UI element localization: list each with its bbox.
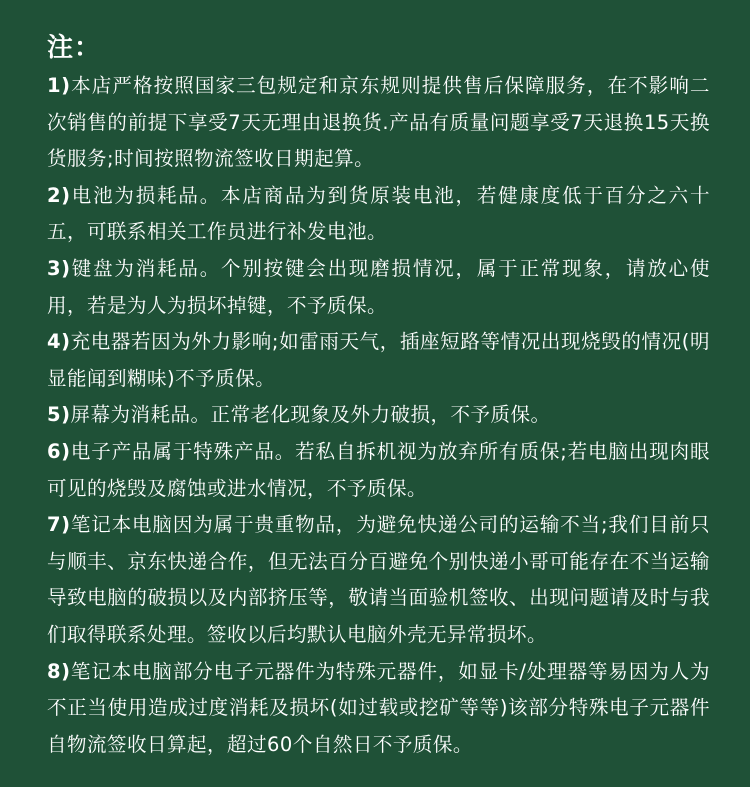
rule-item-1 [47,68,710,178]
rule-number: 5) [47,403,71,427]
rule-number: 7) [47,513,71,537]
rule-number: 2) [47,183,71,207]
rule-text: 笔记本电脑部分电子元器件为特殊元器件，如显卡/处理器等易因为人为不正当使用造成过度消耗及损坏(如过载或挖矿等等)该部分特殊电子元器件自物流签收日算起，超过60个自然日不予质保。 [47,659,710,756]
rule-number: 1) [47,74,71,97]
rule-text: 键盘为消耗品。个别按键会出现磨损情况，属于正常现象，请放心使用，若是为人为损坏掉键，不予质保。 [47,256,710,317]
rule-text: 电池为损耗品。本店商品为到货原装电池，若健康度低于百分之六十五，可联系相关工作员进行补发电池。 [47,183,710,244]
rule-number: 3) [47,256,71,280]
rule-text: 电子产品属于特殊产品。若私自拆机视为放弃所有质保;若电脑出现肉眼可见的烧毁及腐蚀或进水情况，不予质保。 [47,439,710,500]
rule-item-8 [47,654,710,764]
rule-item-4 [47,324,710,397]
rule-number: 6) [47,439,71,463]
rule-item-3 [47,251,710,324]
rule-item-6 [47,434,710,507]
rule-text: 屏幕为消耗品。正常老化现象及外力破损，不予质保。 [70,403,551,427]
rule-number: 4) [47,330,71,354]
rule-text: 充电器若因为外力影响;如雷雨天气，插座短路等情况出现烧毁的情况(明显能闻到糊味)不予质保。 [47,330,710,390]
rule-item-7 [47,507,710,653]
rule-item-2 [47,178,710,251]
rule-text: 本店严格按照国家三包规定和京东规则提供售后保障服务，在不影响二次销售的前提下享受7天无理由退换货.产品有质量问题享受7天退换15天换货服务;时间按照物流签收日期起算。 [47,74,710,171]
rule-number: 8) [47,659,71,683]
notice-title: 注： [47,33,102,63]
rule-text: 笔记本电脑因为属于贵重物品，为避免快递公司的运输不当;我们目前只与顺丰、京东快递合作，但无法百分百避免个别快递小哥可能存在不当运输导致电脑的破损以及内部挤压等，敬请当面验机签收、出现问题请及时与我们取得联系处理。签收以后均默认电脑外壳无异常损坏。 [47,513,710,646]
rule-item-5 [47,397,710,434]
